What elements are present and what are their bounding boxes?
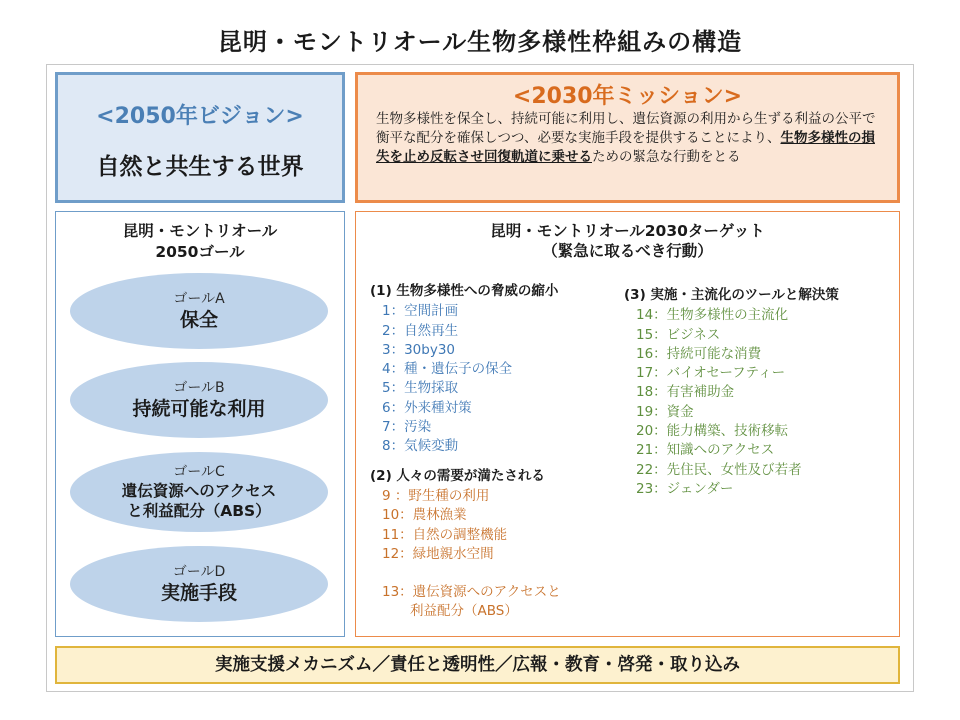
implementation-banner: 実施支援メカニズム／責任と透明性／広報・教育・啓発・取り込み [55, 646, 900, 684]
mission-text-before: 生物多様性を保全し、持続可能に利用し、遺伝資源の利用から生ずる利益の公平で衡平な配分を確保しつつ、必要な実施手段を提供することにより、 [376, 111, 876, 146]
goals-heading-line1: 昆明・モントリオール [122, 222, 278, 240]
target-item: 11：自然の調整機能 [382, 526, 508, 543]
target-item: 23：ジェンダー [636, 480, 734, 497]
goal-a-name: ゴールA [173, 290, 225, 307]
targets-heading-line2: （緊急に取るべき行動） [542, 242, 713, 260]
goal-c-name: ゴールC [173, 463, 225, 480]
target-item: 22：先住民、女性及び若者 [636, 461, 802, 478]
target-item: 21：知識へのアクセス [636, 442, 775, 459]
targets-panel [355, 211, 900, 637]
targets-right-column [624, 286, 894, 499]
target-item: 8：気候変動 [382, 438, 459, 455]
target-item: 1：空間計画 [382, 303, 459, 320]
goals-heading [56, 221, 344, 263]
mission-box [355, 72, 900, 203]
goal-b-text: 持続可能な利用 [132, 397, 266, 420]
vision-box [55, 72, 345, 203]
goal-d-text: 実施手段 [160, 581, 237, 604]
targets-left-column [370, 282, 630, 622]
target-item-13-line1: 13：遺伝資源へのアクセスと [382, 584, 561, 601]
section3-title: (3) 実施・主流化のツールと解決策 [624, 287, 839, 303]
goals-panel [55, 211, 345, 637]
target-item: 4：種・遺伝子の保全 [382, 361, 513, 378]
section1-title: (1) 生物多様性への脅威の縮小 [370, 283, 559, 299]
target-item: 5：生物採取 [382, 380, 459, 397]
target-item: 7：汚染 [382, 419, 432, 436]
mission-heading: <2030年ミッション> [512, 84, 743, 109]
target-item-13-line2: 利益配分（ABS） [410, 603, 518, 620]
target-item: 17：バイオセーフティー [636, 365, 786, 382]
target-item: 18：有害補助金 [636, 384, 735, 401]
goal-c-text-line1: 遺伝資源へのアクセス [121, 481, 277, 500]
target-item: 14：生物多様性の主流化 [636, 307, 789, 324]
goal-a-text: 保全 [179, 308, 218, 331]
target-item: 2：自然再生 [382, 322, 459, 339]
mission-text-after: ための緊急な行動をとる [592, 149, 741, 165]
target-item: 16：持続可能な消費 [636, 345, 762, 362]
goal-b-ellipse [70, 362, 328, 438]
goal-a-ellipse [70, 273, 328, 349]
goal-d-name: ゴールD [172, 563, 226, 580]
target-item: 6：外来種対策 [382, 399, 472, 416]
target-item: 20：能力構築、技術移転 [636, 423, 789, 440]
vision-heading: <2050年ビジョン> [96, 104, 304, 129]
goal-d-ellipse [70, 546, 328, 622]
targets-heading [356, 221, 899, 261]
target-item: 10：農林漁業 [382, 507, 467, 524]
target-item: 9 ：野生種の利用 [382, 487, 490, 504]
vision-text: 自然と共生する世界 [96, 154, 304, 180]
goal-c-ellipse [70, 452, 328, 532]
mission-text-emphasis: 生物多様性の損失を止め反転させ回復軌道に乗せる [376, 130, 875, 165]
target-item: 12：緑地親水空間 [382, 545, 494, 562]
section2-title: (2) 人々の需要が満たされる [370, 467, 545, 484]
target-item: 3：30by30 [382, 341, 456, 358]
targets-heading-line1: 昆明・モントリオール2030ターゲット [490, 222, 765, 240]
target-item: 19：資金 [636, 403, 694, 420]
goals-heading-line2: 2050ゴール [155, 243, 245, 261]
page-title: 昆明・モントリオール生物多様性枠組みの構造 [217, 28, 743, 56]
goal-b-name: ゴールB [173, 379, 225, 396]
target-item: 15：ビジネス [636, 326, 721, 343]
goal-c-text-line2: と利益配分（ABS） [127, 501, 271, 520]
mission-text [376, 110, 887, 167]
